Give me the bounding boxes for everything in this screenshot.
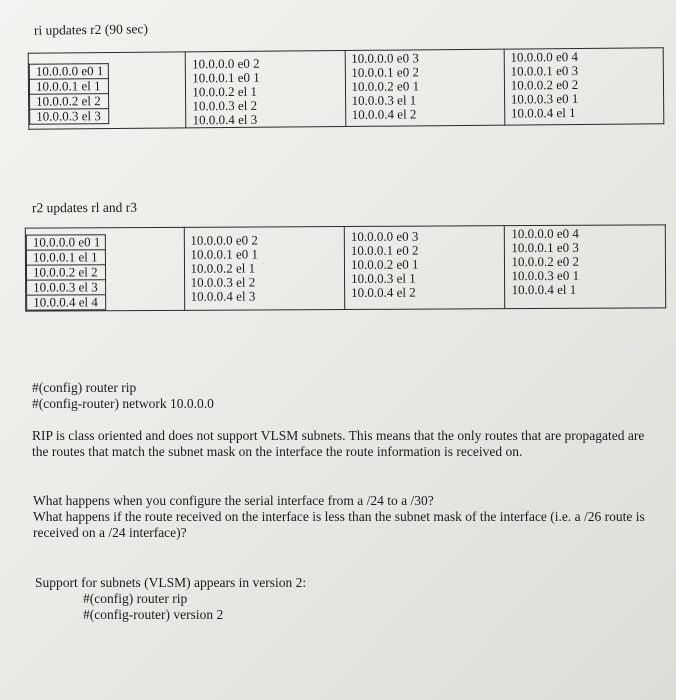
section1-col-1-list <box>29 63 109 125</box>
table-cell: 10.0.0.0 e0 2 <box>190 232 258 248</box>
table-cell: 10.0.0.3 e0 1 <box>510 90 579 107</box>
table-cell: 10.0.0.2 e0 2 <box>510 76 579 93</box>
section2-col-3-list <box>345 230 423 300</box>
config-block <box>32 380 652 412</box>
section2-title: r2 updates rl and r3 <box>31 199 138 216</box>
section1-title: ri updates r2 (90 sec) <box>33 21 149 38</box>
table-cell: 10.0.0.0 e0 4 <box>510 48 579 65</box>
section1-col-3 <box>345 49 505 126</box>
table-cell: 10.0.0.2 e0 2 <box>511 253 580 270</box>
support-line-1: #(config) router rip <box>83 591 188 606</box>
table-cell: 10.0.0.0 e0 3 <box>350 228 419 244</box>
table-cell: 10.0.0.2 e0 1 <box>351 78 420 94</box>
section1-col-2 <box>185 51 345 128</box>
table-cell: 10.0.0.0 e0 3 <box>351 50 419 66</box>
support-intro: Support for subnets (VLSM) appears in version 2: <box>35 575 307 590</box>
table-cell: 10.0.0.1 el 1 <box>26 249 106 264</box>
table-cell: 10.0.0.4 el 2 <box>351 106 417 122</box>
table-cell: 10.0.0.2 e0 1 <box>350 256 419 272</box>
support-line-2: #(config-router) version 2 <box>83 607 224 622</box>
question-1: What happens when you configure the serial interface from a /24 to a /30? <box>33 493 434 508</box>
section2-col-3 <box>344 226 505 310</box>
section2-col-2-list <box>184 233 262 303</box>
table-cell: 10.0.0.3 el 1 <box>351 270 416 286</box>
config-line-1: #(config) router rip <box>32 380 137 395</box>
table-cell: 10.0.0.3 el 3 <box>29 108 109 125</box>
rip-paragraph-text: RIP is class oriented and does not support VLSM subnets. This means that the only routes that are propagated are the routes that match the subnet mask on the interface the route information is received on. <box>32 428 645 459</box>
table-cell: 10.0.0.2 el 2 <box>26 264 106 279</box>
table-cell: 10.0.0.4 el 3 <box>190 288 256 304</box>
table-cell: 10.0.0.3 el 1 <box>351 92 417 108</box>
question-2: What happens if the route received on the interface is less than the subnet mask of the interface (i.e. a /26 route is received on a /24 interface)? <box>33 509 645 540</box>
section1-col-4-list <box>504 50 582 121</box>
section2-col-4-list <box>505 227 583 297</box>
table-cell: 10.0.0.1 e0 2 <box>351 64 419 80</box>
config-line-2: #(config-router) network 10.0.0.0 <box>32 396 214 411</box>
table-cell: 10.0.0.3 el 2 <box>192 97 258 114</box>
rip-paragraph <box>32 428 657 460</box>
section1-col-3-list <box>345 51 423 122</box>
table-cell: 10.0.0.1 e0 3 <box>511 239 579 256</box>
table-cell: 10.0.0.3 el 3 <box>26 279 106 294</box>
table-cell: 10.0.0.3 e0 1 <box>511 267 580 284</box>
table-cell: 10.0.0.1 e0 1 <box>190 246 259 262</box>
table-cell: 10.0.0.3 el 2 <box>190 274 256 290</box>
table-cell: 10.0.0.0 e0 2 <box>192 55 260 72</box>
section2-col-4 <box>505 225 666 309</box>
table-cell: 10.0.0.1 e0 1 <box>192 69 260 86</box>
section1-col-1 <box>28 52 186 129</box>
table-cell: 10.0.0.0 e0 1 <box>29 63 109 79</box>
table-cell: 10.0.0.2 el 1 <box>192 83 258 100</box>
table-cell: 10.0.0.4 el 3 <box>192 111 258 128</box>
table-cell: 10.0.0.0 e0 4 <box>511 225 579 242</box>
section1-col-2-list <box>186 57 264 128</box>
table-cell: 10.0.0.1 e0 3 <box>510 62 579 79</box>
table-cell: 10.0.0.4 el 1 <box>510 104 576 121</box>
support-block <box>35 575 655 623</box>
section1-col-4 <box>504 48 664 125</box>
section2-col-2 <box>184 227 345 311</box>
section2-col-1 <box>25 227 184 311</box>
table-cell: 10.0.0.4 el 2 <box>351 284 416 300</box>
table-cell: 10.0.0.0 e0 1 <box>26 234 106 249</box>
questions-block <box>33 493 658 541</box>
table-cell: 10.0.0.1 e0 2 <box>350 242 419 258</box>
table-cell: 10.0.0.2 el 2 <box>29 93 109 109</box>
section1-table <box>28 47 665 130</box>
table-cell: 10.0.0.4 el 1 <box>511 281 577 298</box>
table-cell: 10.0.0.1 el 1 <box>29 78 109 94</box>
table-cell: 10.0.0.2 el 1 <box>190 260 256 276</box>
table-cell: 10.0.0.4 el 4 <box>26 294 106 310</box>
section2-table <box>25 224 666 311</box>
section2-col-1-list <box>26 234 106 310</box>
